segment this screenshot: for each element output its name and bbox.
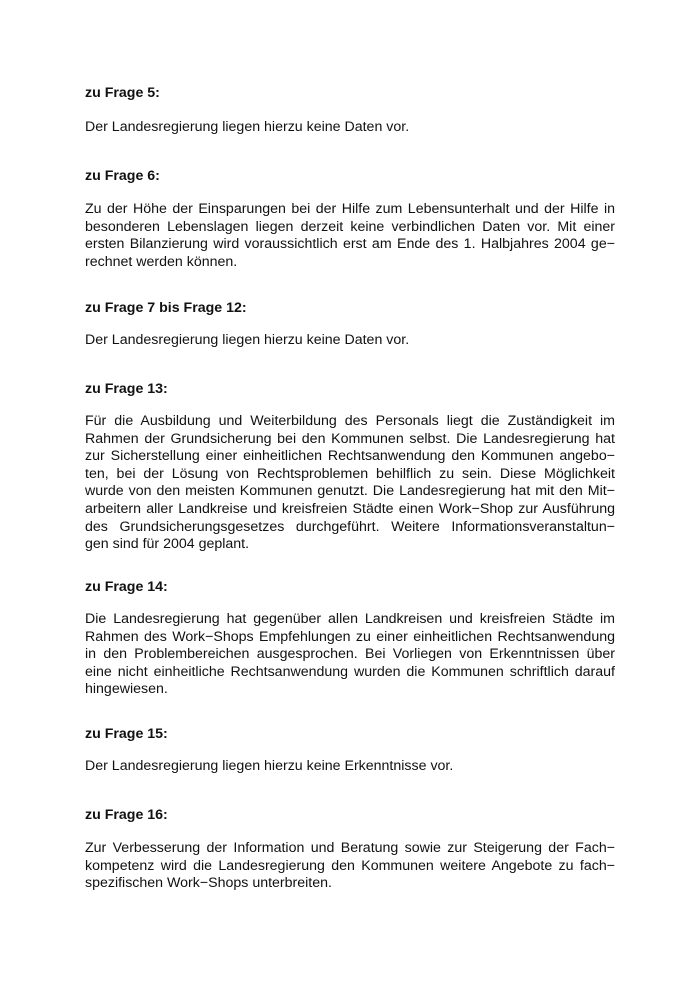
body-line: Die Landesregierung hat gegenüber allen Landkreisen und kreisfreien Städte im bbox=[85, 611, 615, 627]
body-line: Zur Verbesserung der Information und Beratung sowie zur Steigerung der Fach− bbox=[85, 840, 615, 856]
body-line: Für die Ausbildung und Weiterbildung des Personals liegt die Zuständigkeit im bbox=[85, 413, 615, 429]
body-line: besonderen Lebenslagen liegen derzeit keine verbindlichen Daten vor. Mit einer bbox=[85, 218, 615, 235]
body-line: ten, bei der Lösung von Rechtsproblemen behilflich zu sein. Diese Möglichkeit bbox=[85, 465, 615, 482]
body-line: spezifischen Work−Shops unterbreiten. bbox=[85, 875, 332, 892]
body-line: Zu der Höhe der Einsparungen bei der Hilfe zum Lebensunterhalt und der Hilfe in bbox=[85, 201, 615, 217]
body-line: eine nicht einheitliche Rechtsanwendung wurden die Kommunen schriftlich darauf bbox=[85, 663, 615, 680]
section-heading-frage-15: zu Frage 15: bbox=[85, 726, 168, 742]
section-heading-frage-6: zu Frage 6: bbox=[85, 168, 160, 184]
body-line: Rahmen des Work−Shops Empfehlungen zu einer einheitlichen Rechtsanwendung bbox=[85, 628, 615, 645]
body-line: kompetenz wird die Landesregierung den Kommunen weitere Angebote zu fach− bbox=[85, 857, 615, 874]
body-line: ersten Bilanzierung wird voraussichtlich erst am Ende des 1. Halbjahres 2004 ge− bbox=[85, 236, 615, 253]
body-line: Der Landesregierung liegen hierzu keine Daten vor. bbox=[85, 119, 410, 135]
body-line: zur Sicherstellung einer einheitlichen Rechtsanwendung den Kommunen angebo− bbox=[85, 448, 615, 465]
body-line: des Grundsicherungsgesetzes durchgeführt. Weitere Informationsveranstaltun− bbox=[85, 518, 615, 535]
section-heading-frage-13: zu Frage 13: bbox=[85, 381, 168, 397]
body-line: in den Problembereichen ausgesprochen. Bei Vorliegen von Erkenntnissen über bbox=[85, 646, 615, 663]
section-heading-frage-14: zu Frage 14: bbox=[85, 579, 168, 595]
body-line: Der Landesregierung liegen hierzu keine Erkenntnisse vor. bbox=[85, 758, 454, 774]
body-line: Rahmen der Grundsicherung bei den Kommunen selbst. Die Landesregierung hat bbox=[85, 430, 615, 447]
body-line: gen sind für 2004 geplant. bbox=[85, 536, 250, 553]
section-heading-frage-16: zu Frage 16: bbox=[85, 807, 168, 823]
section-body-frage-13 bbox=[85, 413, 615, 554]
section-body-frage-14 bbox=[85, 611, 615, 699]
section-heading-frage-7-12: zu Frage 7 bis Frage 12: bbox=[85, 300, 247, 316]
body-line: Der Landesregierung liegen hierzu keine Daten vor. bbox=[85, 332, 410, 348]
body-line: rechnet werden können. bbox=[85, 253, 238, 270]
body-line: hingewiesen. bbox=[85, 681, 168, 698]
section-heading-frage-5: zu Frage 5: bbox=[85, 85, 160, 101]
section-body-frage-15 bbox=[85, 758, 615, 776]
section-body-frage-16 bbox=[85, 840, 615, 893]
body-line: arbeitern aller Landkreise und kreisfreien Städte einen Work−Shop zur Ausführung bbox=[85, 500, 615, 517]
section-body-frage-6 bbox=[85, 201, 615, 271]
section-body-frage-7-12 bbox=[85, 332, 615, 350]
section-body-frage-5 bbox=[85, 119, 615, 137]
body-line: wurde von den meisten Kommunen genutzt. Die Landesregierung hat mit den Mit− bbox=[85, 483, 615, 500]
